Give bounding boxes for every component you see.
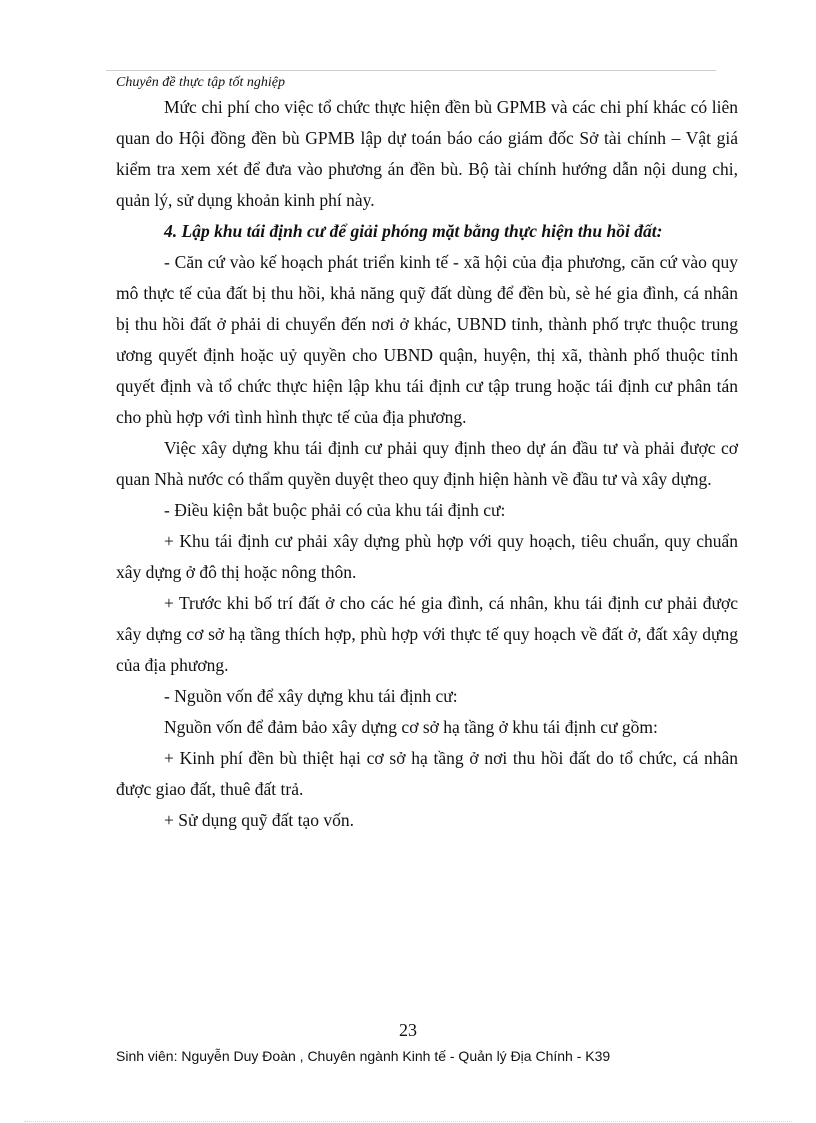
paragraph-land-fund: + Sử dụng quỹ đất tạo vốn. [164,810,354,830]
footer-author: Sinh viên: Nguyễn Duy Đoàn , Chuyên ngành Kinh tế - Quản lý Địa Chính - K39 [116,1048,611,1064]
header-rule [106,70,716,71]
paragraph-investment: Việc xây dựng khu tái định cư phải quy định theo dự án đầu tư và phải được cơ quan Nhà nước có thẩm quyền duyệt theo quy định hiện hành về đầu tư và xây dựng. [116,438,738,489]
page-bottom-border [24,1121,792,1122]
page-number: 23 [399,1020,417,1040]
document-header: Chuyên đề thực tập tốt nghiệp [116,75,285,90]
paragraph-cost: Mức chi phí cho việc tổ chức thực hiện đền bù GPMB và các chi phí khác có liên quan do Hội đồng đền bù GPMB lập dự toán báo cáo giám đốc Sở tài chính – Vật giá kiểm tra xem xét để đưa vào phương án đền bù. Bộ tài chính hướng dẫn nội dung chi, quản lý, sử dụng khoản kinh phí này. [116,97,738,210]
paragraph-funding: - Nguồn vốn để xây dựng khu tái định cư: [164,686,458,706]
section-heading: 4. Lập khu tái định cư để giải phóng mặt bằng thực hiện thu hồi đất: [164,221,663,241]
paragraph-conditions: - Điều kiện bắt buộc phải có của khu tái định cư: [164,500,506,520]
document-body [116,92,738,836]
paragraph-funding-sources: Nguồn vốn để đảm bảo xây dựng cơ sở hạ tầng ở khu tái định cư gồm: [164,717,658,737]
paragraph-basis: - Căn cứ vào kế hoạch phát triển kinh tế - xã hội của địa phương, căn cứ vào quy mô thực tế của đất bị thu hồi, khả năng quỹ đất dùng để đền bù, sè hé gia đình, cá nhân bị thu hồi đất ở phải di chuyển đến nơi ở khác, UBND tỉnh, thành phố trực thuộc trung ương quyết định hoặc uỷ quyền cho UBND quận, huyện, thị xã, thành phố thuộc tỉnh quyết định và tổ chức thực hiện lập khu tái định cư tập trung hoặc tái định cư phân tán cho phù hợp với tình hình thực tế của địa phương. [116,252,738,427]
paragraph-planning: + Khu tái định cư phải xây dựng phù hợp với quy hoạch, tiêu chuẩn, quy chuẩn xây dựng ở đô thị hoặc nông thôn. [116,531,738,582]
paragraph-infrastructure: + Trước khi bố trí đất ở cho các hé gia đình, cá nhân, khu tái định cư phải được xây dựng cơ sở hạ tầng thích hợp, phù hợp với thực tế quy hoạch về đất ở, đất xây dựng của địa phương. [116,593,738,675]
paragraph-compensation: + Kinh phí đền bù thiệt hại cơ sở hạ tầng ở nơi thu hồi đất do tổ chức, cá nhân được giao đất, thuê đất trả. [116,748,738,799]
